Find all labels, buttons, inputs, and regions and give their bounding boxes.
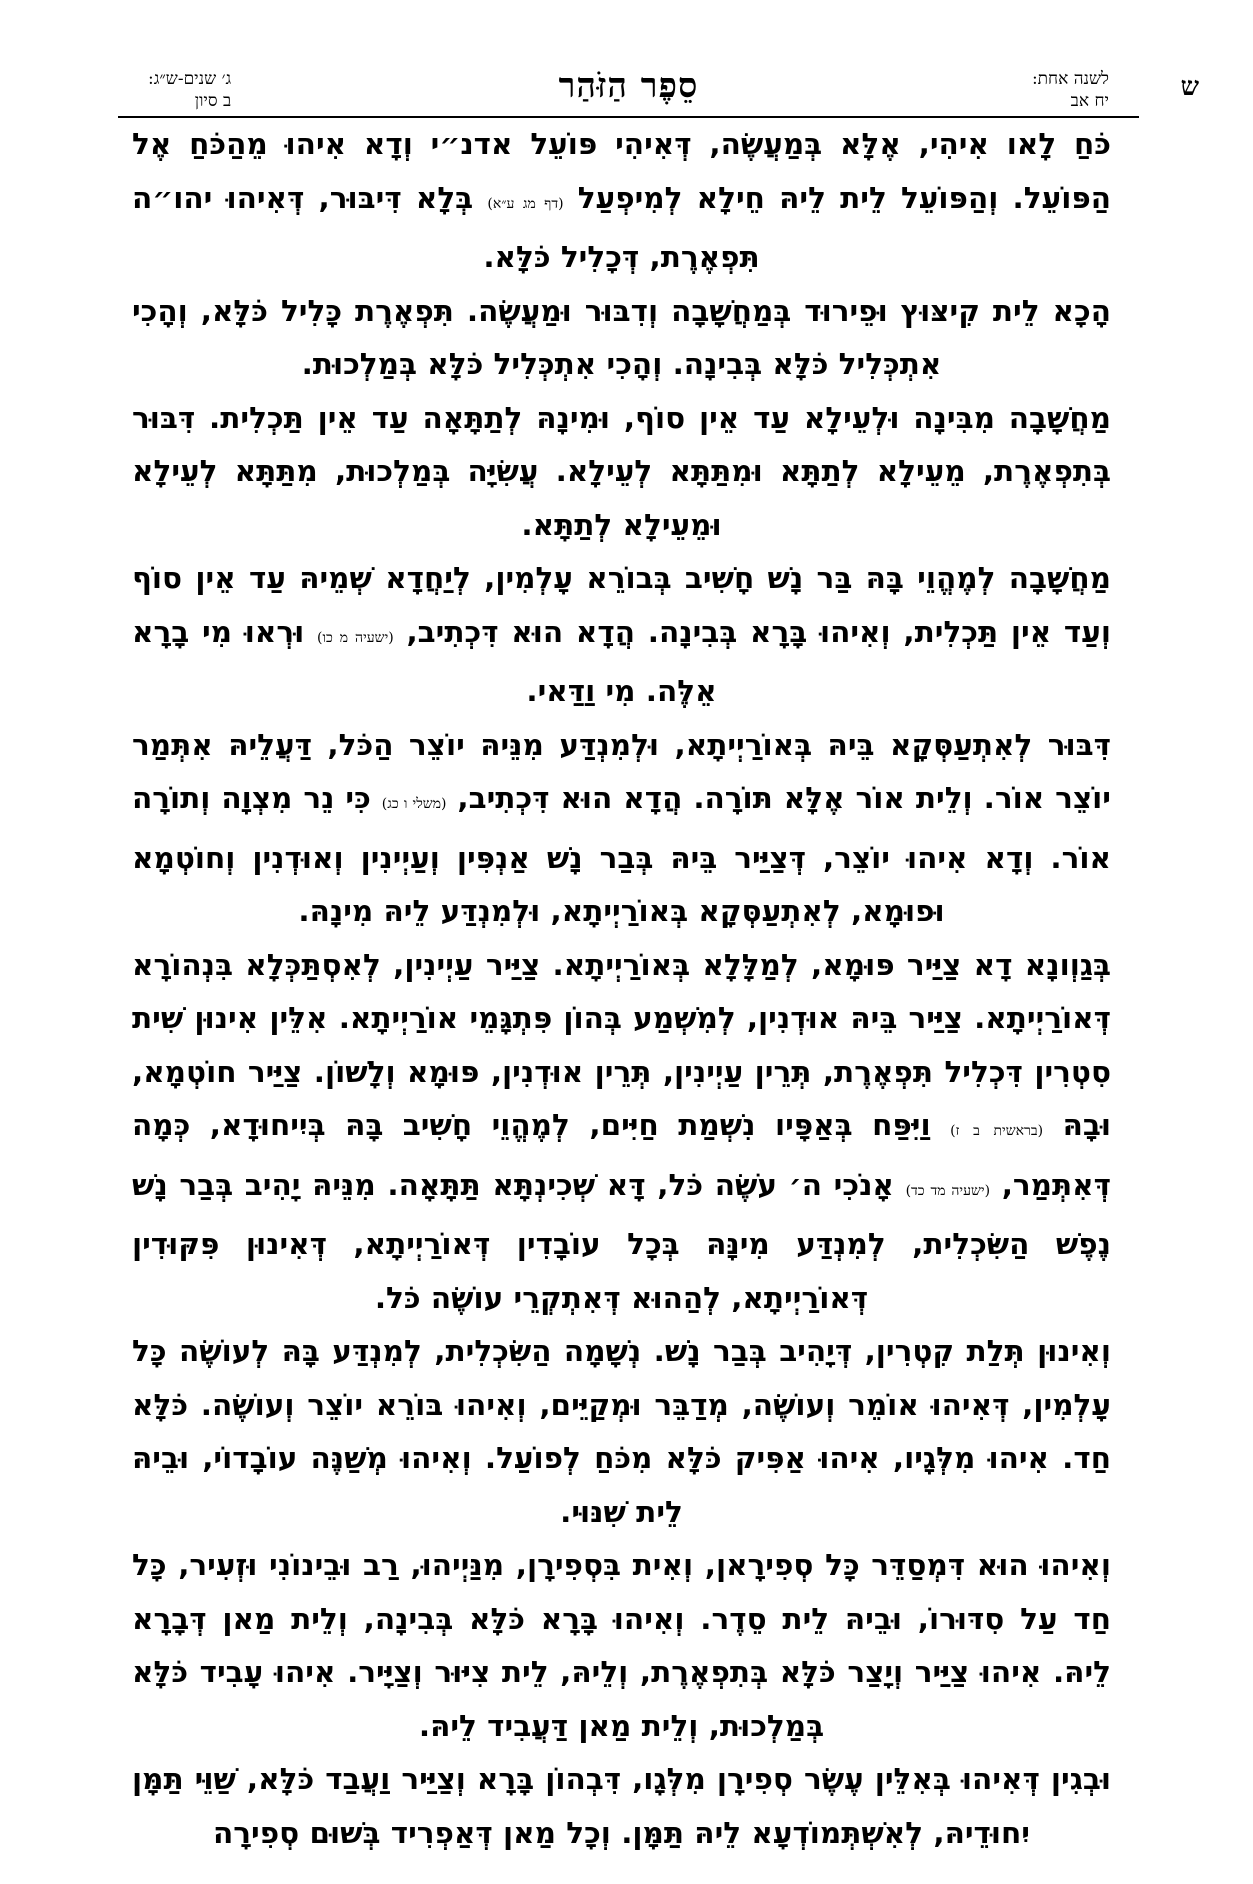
header-three-year-date: ב סיון [194,91,232,111]
paragraph-text: וּבְגִין דְּאִיהוּ בְּאִלֵּין עֶשֶׂר סְפִירָן מִלְּגָו, דִּבְהוֹן בָּרָא וְצַיַּיר וַעֲבַד כֹּלָּא, שַׁוֵּי תַּמָּן יִחוּדֵיהּ, לְאִשְׁתְּמוֹדְעָא לֵיהּ תַּמָּן. וְכָל מַאן דְּאַפְרִיד בְּשׁוּם סְפִירָה [132,1762,1111,1850]
page-number: ש [1180,72,1199,102]
source-reference: (בראשית ב ז) [950,1123,1044,1139]
paragraph [132,118,1111,285]
header-study-schedule-three-years [148,68,231,112]
paragraph [132,719,1111,939]
header-year-date: יח אב [1070,91,1109,111]
paragraph-text: וּרְאוּ מִי בָרָא אֵלֶּה. מִי וַדַּאי. [132,614,717,708]
paragraph [132,939,1111,1326]
paragraph-text: וְאִיהוּ הוּא דִּמְסַדֵּר כָּל סְפִירָאן, וְאִית בִּסְפִירָן, מִנַּיְיהוּ, רַב וּבֵינוֹנִי וּזְעִיר, כָּל חַד עַל סִדּוּרוֹ, וּבֵיהּ לֵית סֵדֶר. וְאִיהוּ בָּרָא כֹּלָּא בְּבִינָה, וְלֵית מַאן דְּבָרָא לֵיהּ. אִיהוּ צַיַּיר וְיָצַר כֹּלָּא בְּתִפְאֶרֶת, וְלֵיהּ, לֵית צִיּוּר וְצַיָּיר. אִיהוּ עָבִיד כֹּלָּא בְּמַלְכוּת, וְלֵית מַאן דַּעֲבִיד לֵיהּ. [132,1548,1111,1743]
paragraph-text: וַיִּפַּח בְּאַפָּיו נִשְׁמַת חַיִּים, לְמֶהֱוֵי חָשִׁיב בָּהּ בְּיִיחוּדָא, כְּמָה דְּאִתְּמַר, [132,1108,1111,1202]
source-reference: (משלי ו כג) [381,796,447,812]
page-header [118,66,1199,116]
paragraph [132,1539,1111,1753]
paragraph [132,1325,1111,1539]
paragraph [132,285,1111,392]
paragraph-text: כִּי נֵר מִצְוָה וְתוֹרָה אוֹר. וְדָא אִיהוּ יוֹצֵר, דְּצַיַּיר בֵּיהּ בְּבַר נָשׁ אַנְפִּין וְעַיְינִין וְאוּדְנִין וְחוֹטְמָא וּפוּמָא, לְאִתְעַסְּקָא בְּאוֹרַיְיתָא, וּלְמִנְדַּע לֵיהּ מִינָהּ. [132,781,1111,928]
source-reference: (ישעיה מ כו) [317,629,394,646]
paragraph-text: מַחֲשָׁבָה לְמֶהֱוֵי בָּהּ בַּר נָשׁ חָשִׁיב בְּבוֹרֵא עָלְמִין, לְיַחֲדָא שְׁמֵיהּ עַד אֵין סוֹף וְעַד אֵין תַּכְלִית, וְאִיהוּ בָּרָא בְּבִינָה. הֲדָא הוּא דִּכְתִיב, [132,561,1112,649]
paragraph-text: וְאִינוּן תְּלַת קִטְרִין, דְּיָהִיב בְּבַר נָשׁ. נְשָׁמָה הַשִּׂכְלִית, לְמִנְדַּע בָּהּ לְעוֹשֶׂה כָּל עָלְמִין, דְּאִיהוּ אוֹמֵר וְעוֹשֶׂה, מְדַבֵּר וּמְקַיֵּים, וְאִיהוּ בּוֹרֵא יוֹצֵר וְעוֹשֶׂה. כֹּלָּא חַד. אִיהוּ מִלְּגָיו, אִיהוּ אַפִּיק כֹּלָּא מִכֹּחַ לְפוֹעַל. וְאִיהוּ מְשַׁנֶּה עוֹבָדוֹי, וּבֵיהּ לֵית שִׁנּוּי. [132,1334,1111,1529]
paragraph-text: דִּבּוּר לְאִתְעַסְּקָא בֵּיהּ בְּאוֹרַיְיתָא, וּלְמִנְדַּע מִנֵּיהּ יוֹצֵר הַכֹּל, דַּעֲלֵיהּ אִתְּמַר יוֹצֵר אוֹר. וְלֵית אוֹר אֶלָּא תּוֹרָה. הֲדָא הוּא דִּכְתִיב, [132,727,1111,815]
paragraph-text: בְּגַוְונָא דָא צַיַּיר פּוּמָא, לְמַלָּלָא בְּאוֹרַיְיתָא. צַיַּיר עַיְינִין, לְאִסְתַּכְּלָא בִּנְהוֹרָא דְּאוֹרַיְיתָא. צַיַּיר בֵּיהּ אוּדְנִין, לְמִשְׁמַע בְּהוֹן פִּתְגָּמֵי אוֹרַיְיתָא. אִלֵּין אִינוּן שִׁית סִטְרִין דִּכְלִיל תִּפְאֶרֶת, תְּרֵין עַיְינִין, תְּרֵין אוּדְנִין, פּוּמָא וְלָשׁוֹן. צַיַּיר חוֹטְמָא, וּבָהּ [132,947,1111,1142]
paragraph [132,552,1111,719]
paragraph-text: מַחֲשָׁבָה מִבִּינָה וּלְעֵילָא עַד אֵין סוֹף, וּמִינָהּ לְתַתָּאָה עַד אֵין תַּכְלִית. דִּבּוּר בְּתִפְאֶרֶת, מֵעֵילָא לְתַתָּא וּמִתַּתָּא לְעֵילָא. עֲשִׂיָּה בְּמַלְכוּת, מִתַּתָּא לְעֵילָא וּמֵעֵילָא לְתַתָּא. [132,400,1111,542]
paragraph [132,392,1111,553]
header-year-label: לשנה אחת: [1031,69,1109,89]
paragraph-text: אָנֹכִי ה׳ עֹשֶׂה כֹּל, דָּא שְׁכִינְתָּא תַּתָּאָה. מִנֵּיהּ יָהִיב בְּבַר נָשׁ נֶפֶשׁ הַשִּׂכְלִית, לְמִנְדַּע מִינָּהּ בְּכָל עוֹבָדִין דְּאוֹרַיְיתָא, דְּאִינוּן פִּקּוּדִין דְּאוֹרַיְיתָא, לְהַהוּא דְּאִתְקְרֵי עוֹשֶׂה כֹּל. [132,1167,1111,1315]
body-text [132,118,1111,1860]
paragraph-text: כֹּחַ לָאו אִיהִי, אֶלָּא בְּמַעֲשֶׂה, דְּאִיהִי פּוֹעֵל אדנ״י וְדָא אִיהוּ מֵהַכֹּחַ אֶל הַפּוֹעֵל. וְהַפּוֹעֵל לֵית לֵיהּ חֵילָא לְמִיפְעַל [132,127,1111,215]
paragraph-text: בְּלָא דִּיבּוּר, דְּאִיהוּ יהו״ה תִּפְאֶרֶת, דְּכָלִיל כֹּלָּא. [132,180,760,274]
paragraph [132,1753,1111,1860]
source-reference: (דף מג ע״א) [487,195,564,212]
paragraph-text: הָכָא לֵית קִיצּוּץ וּפֵירוּד בְּמַחֲשָׁבָה וְדִבּוּר וּמַעֲשֶׂה. תִּפְאֶרֶת כָּלִיל כֹּלָּא, וְהָכִי אִתְכְּלִיל כֹּלָּא בְּבִינָה. וְהָכִי אִתְכְּלִיל כֹּלָּא בְּמַלְכוּת. [132,293,1111,381]
book-title: סֵפֶר הַזֹּהַר [558,66,699,106]
source-reference: (ישעיה מד כד) [905,1182,991,1199]
header-three-year-label: ג׳ שנים-ש״ג: [148,69,232,89]
